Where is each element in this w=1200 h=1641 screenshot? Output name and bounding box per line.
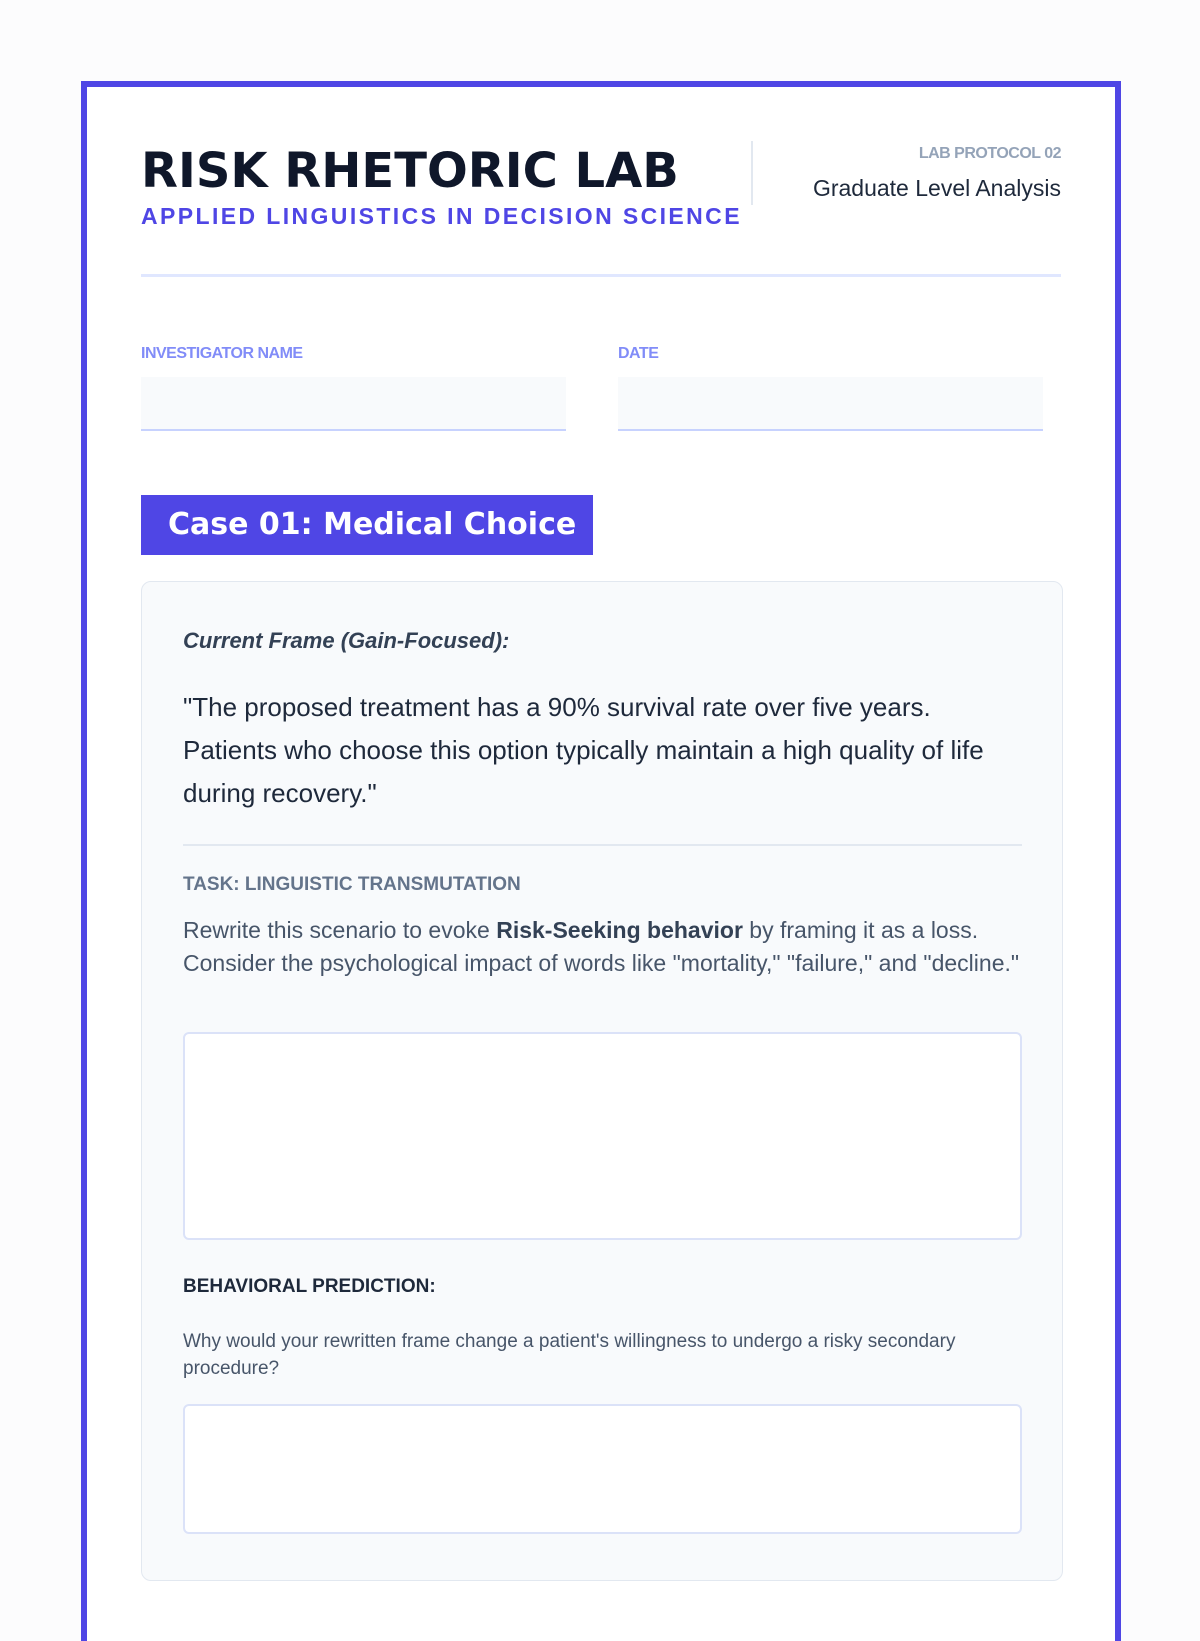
section-divider (183, 844, 1022, 846)
worksheet-header (141, 141, 1061, 277)
investigator-name-label: INVESTIGATOR NAME (141, 345, 303, 362)
lab-subtitle: APPLIED LINGUISTICS IN DECISION SCIENCE (141, 203, 742, 229)
protocol-code: LAB PROTOCOL 02 (918, 145, 1061, 162)
header-divider (751, 141, 753, 205)
prediction-label: BEHAVIORAL PREDICTION: (183, 1276, 436, 1297)
task-text-emphasis: Risk-Seeking behavior (496, 917, 743, 943)
worksheet-page (81, 81, 1121, 1641)
case-title-banner: Case 01: Medical Choice (141, 495, 593, 555)
lab-title: RISK RHETORIC LAB (141, 143, 679, 199)
prediction-answer-box[interactable] (183, 1404, 1022, 1534)
case-panel (141, 581, 1063, 1581)
task-text-start: Rewrite this scenario to evoke (183, 917, 497, 943)
investigator-name-input[interactable] (141, 377, 566, 431)
date-label: DATE (618, 345, 659, 362)
date-input[interactable] (618, 377, 1043, 431)
rewrite-answer-box[interactable] (183, 1032, 1022, 1240)
task-instructions (183, 914, 1023, 980)
level-label: Graduate Level Analysis (812, 175, 1061, 201)
task-text-end: by framing it as a loss. Consider the psychological impact of words like "mortality," "failure," and "decline." (183, 917, 1020, 976)
frame-quote: "The proposed treatment has a 90% survival rate over five years. Patients who choose this option typically maintain a high quality of life during recovery." (183, 692, 984, 808)
frame-label: Current Frame (Gain-Focused): (183, 628, 510, 653)
task-label: TASK: LINGUISTIC TRANSMUTATION (183, 874, 521, 895)
prediction-question: Why would your rewritten frame change a patient's willingness to undergo a risky secondary procedure? (183, 1331, 956, 1379)
